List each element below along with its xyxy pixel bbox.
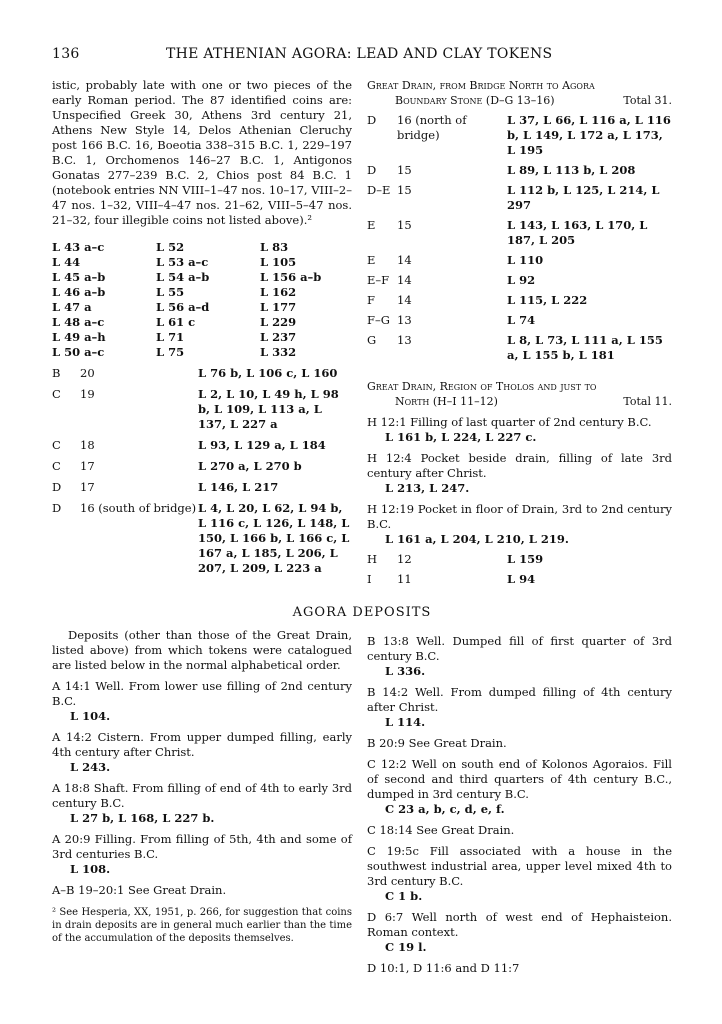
token-refs: L 76 b, L 106 c, L 160 bbox=[198, 366, 338, 380]
deposit-entries-right bbox=[367, 634, 672, 976]
grid-square-letter: D bbox=[52, 480, 62, 494]
heading-total: Total 31. bbox=[623, 94, 672, 107]
token-cell: L 61 c bbox=[156, 315, 196, 329]
deposit-entry bbox=[367, 451, 672, 496]
deposit-refs: C 1 b. bbox=[385, 889, 423, 903]
token-cell: L 332 bbox=[260, 345, 297, 359]
grid-square-number: 15 bbox=[397, 183, 412, 197]
heading2-line-1: Great Drain, Region of Tholos and just to bbox=[367, 380, 597, 393]
token-refs: L 74 bbox=[507, 313, 536, 327]
token-refs: L 4, L 20, L 62, L 94 b, L 116 c, L 126, L 148, L 150, L 166 b, L 166 c, L 167 a, L 185, L 206, L 207, L 209, L 223 a bbox=[198, 501, 350, 575]
lower-columns bbox=[52, 628, 672, 976]
grid-square-letter: E–F bbox=[367, 273, 390, 287]
grid-square-letter: H bbox=[367, 552, 378, 566]
grid-row bbox=[52, 438, 352, 453]
token-refs: L 94 bbox=[507, 572, 536, 586]
grid-square-number: 13 bbox=[397, 333, 412, 347]
deposit-entry bbox=[52, 832, 352, 877]
deposit-refs: L 114. bbox=[385, 715, 426, 729]
token-refs: L 92 bbox=[507, 273, 536, 287]
token-cell: L 47 a bbox=[52, 300, 92, 314]
deposit-refs: L 108. bbox=[70, 862, 111, 876]
grid-row bbox=[52, 387, 352, 432]
deposit-refs: L 213, L 247. bbox=[385, 481, 470, 495]
grid-square-number: 14 bbox=[397, 293, 412, 307]
deposit-entry bbox=[367, 823, 672, 838]
deposit-refs: L 243. bbox=[70, 760, 111, 774]
grid-square-letter: B bbox=[52, 366, 61, 380]
grid-square-number: 14 bbox=[397, 273, 412, 287]
grid-square-number: 18 bbox=[80, 438, 95, 452]
deposit-entries-left bbox=[52, 679, 352, 898]
deposit-entry bbox=[52, 883, 352, 898]
grid-row bbox=[52, 366, 352, 381]
token-cell: L 71 bbox=[156, 330, 185, 344]
deposit-description: D 10:1, D 11:6 and D 11:7 bbox=[367, 961, 520, 975]
token-cell: L 44 bbox=[52, 255, 81, 269]
deposit-description: C 18:14 See Great Drain. bbox=[367, 823, 515, 837]
coin-summary-paragraph: istic, probably late with one or two pieces of the early Roman period. The 87 identified coins are: Unspecified Greek 30, Athens 3rd century 21, Athens New Style 14, Delos Athenian Cleruchy post 166 B.C. 16, Boeotia 338–315 B.C. 1, 229–197 B.C. 1, Orchomenos 146–27 B.C. 1, Antigonos Gonatas 277–239 B.C. 2, Chios post 84 B.C. 1 (notebook entries NN VIII–1–47 nos. 10–17, VIII–2–47 nos. 1–32, VIII–4–47 nos. 21–62, VIII–5–47 nos. 21–32, four illegible coins not listed above).² bbox=[52, 78, 352, 227]
token-cell: L 105 bbox=[260, 255, 297, 269]
token-refs: L 159 bbox=[507, 552, 544, 566]
deposit-description: H 12:4 Pocket beside drain, filling of late 3rd century after Christ. bbox=[367, 451, 672, 480]
token-cell: L 83 bbox=[260, 240, 289, 254]
grid-square-number: 16 (south of bridge) bbox=[80, 501, 197, 515]
token-cell: L 237 bbox=[260, 330, 297, 344]
right-column bbox=[367, 78, 672, 587]
deposit-description: C 12:2 Well on south end of Kolonos Agoraios. Fill of second and third quarters of 4th century B.C., dumped in 3rd century B.C. bbox=[367, 757, 672, 801]
grid-square-letter: C bbox=[52, 387, 61, 401]
token-cell: L 50 a–c bbox=[52, 345, 105, 359]
token-grid bbox=[52, 240, 352, 360]
footnote: ² See Hesperia, XX, 1951, p. 266, for suggestion that coins in drain deposits are in general much earlier than the time of the accumulation of the deposits themselves. bbox=[52, 907, 352, 944]
deposit-entry bbox=[367, 736, 672, 751]
token-cell: L 162 bbox=[260, 285, 297, 299]
grid-square-letter: D bbox=[367, 113, 377, 127]
tholos-entries bbox=[367, 415, 672, 547]
grid-square-letter: D bbox=[367, 163, 377, 177]
token-refs: L 89, L 113 b, L 208 bbox=[507, 163, 636, 177]
grid-square-letter: G bbox=[367, 333, 377, 347]
deposit-entry bbox=[367, 634, 672, 679]
grid-row bbox=[52, 459, 352, 474]
upper-columns bbox=[52, 78, 672, 587]
deposit-description: A 20:9 Filling. From filling of 5th, 4th and some of 3rd centuries B.C. bbox=[52, 832, 352, 861]
deposit-description: A 18:8 Shaft. From filling of end of 4th to early 3rd century B.C. bbox=[52, 781, 352, 810]
grid-row bbox=[367, 333, 672, 363]
deposit-description: A–B 19–20:1 See Great Drain. bbox=[52, 883, 227, 897]
grid-square-number: 11 bbox=[397, 572, 412, 586]
token-cell: L 49 a–h bbox=[52, 330, 106, 344]
token-cell: L 45 a–b bbox=[52, 270, 106, 284]
grid-square-letter: I bbox=[367, 572, 372, 586]
grid-square-letter: D–E bbox=[367, 183, 391, 197]
deposit-refs: L 161 b, L 224, L 227 c. bbox=[385, 430, 537, 444]
deposit-description: A 14:1 Well. From lower use filling of 2nd century B.C. bbox=[52, 679, 352, 708]
token-cell: L 229 bbox=[260, 315, 297, 329]
grid-row bbox=[367, 218, 672, 248]
grid-row bbox=[367, 313, 672, 328]
token-cell: L 43 a–c bbox=[52, 240, 105, 254]
grid-row bbox=[367, 552, 672, 567]
token-cell: L 48 a–c bbox=[52, 315, 105, 329]
deposit-entry bbox=[367, 844, 672, 904]
grid-square-number: 14 bbox=[397, 253, 412, 267]
deposit-refs: C 23 a, b, c, d, e, f. bbox=[385, 802, 505, 816]
token-refs: L 112 b, L 125, L 214, L 297 bbox=[507, 183, 660, 212]
token-refs: L 143, L 163, L 170, L 187, L 205 bbox=[507, 218, 648, 247]
grid-square-number: 17 bbox=[80, 459, 95, 473]
deposit-description: H 12:19 Pocket in floor of Drain, 3rd to 2nd century B.C. bbox=[367, 502, 672, 531]
grid-square-number: 15 bbox=[397, 218, 412, 232]
deposit-refs: L 161 a, L 204, L 210, L 219. bbox=[385, 532, 569, 546]
token-cell: L 46 a–b bbox=[52, 285, 106, 299]
grid-square-number: 12 bbox=[397, 552, 412, 566]
deposit-description: H 12:1 Filling of last quarter of 2nd century B.C. bbox=[367, 415, 652, 429]
token-refs: L 2, L 10, L 49 h, L 98 b, L 109, L 113 a, L 137, L 227 a bbox=[198, 387, 339, 431]
token-refs: L 8, L 73, L 111 a, L 155 a, L 155 b, L 181 bbox=[507, 333, 663, 362]
token-cell: L 156 a–b bbox=[260, 270, 322, 284]
deposit-description: B 20:9 See Great Drain. bbox=[367, 736, 507, 750]
token-refs: L 37, L 66, L 116 a, L 116 b, L 149, L 172 a, L 173, L 195 bbox=[507, 113, 671, 157]
deposit-refs: C 19 l. bbox=[385, 940, 427, 954]
heading-line-2: Boundary Stone (D–G 13–16) bbox=[395, 94, 555, 107]
page-header bbox=[52, 46, 672, 68]
deposits-intro: Deposits (other than those of the Great Drain, listed above) from which tokens were catalogued are listed below in the normal alphabetical order. bbox=[52, 628, 352, 672]
tholos-rows bbox=[367, 552, 672, 587]
lower-right-column bbox=[367, 628, 672, 976]
grid-row bbox=[367, 253, 672, 268]
token-cell: L 54 a–b bbox=[156, 270, 210, 284]
deposit-entry bbox=[367, 685, 672, 730]
section-heading-tholos bbox=[367, 379, 672, 409]
section-heading-bridge-north bbox=[367, 78, 672, 108]
left-column bbox=[52, 78, 352, 587]
deposit-entry bbox=[52, 679, 352, 724]
deposit-description: B 14:2 Well. From dumped filling of 4th century after Christ. bbox=[367, 685, 672, 714]
grid-square-letter: E bbox=[367, 218, 376, 232]
grid-square-number: 20 bbox=[80, 366, 95, 380]
deposit-entry bbox=[367, 961, 672, 976]
deposit-entry bbox=[367, 502, 672, 547]
grid-square-letter: E bbox=[367, 253, 376, 267]
drain-rows-north bbox=[367, 113, 672, 363]
heading2-line-2-row bbox=[367, 394, 672, 409]
grid-row bbox=[367, 183, 672, 213]
heading-line-2-row bbox=[367, 93, 672, 108]
token-cell: L 56 a–d bbox=[156, 300, 210, 314]
grid-square-letter: C bbox=[52, 438, 61, 452]
deposit-entry bbox=[367, 415, 672, 445]
deposit-refs: L 27 b, L 168, L 227 b. bbox=[70, 811, 215, 825]
token-cell: L 53 a–c bbox=[156, 255, 209, 269]
token-refs: L 93, L 129 a, L 184 bbox=[198, 438, 326, 452]
grid-square-number: 15 bbox=[397, 163, 412, 177]
heading2-total: Total 11. bbox=[623, 395, 672, 408]
grid-row bbox=[367, 273, 672, 288]
page bbox=[52, 46, 672, 976]
grid-square-number: 16 (north of bridge) bbox=[397, 113, 467, 142]
grid-square-letter: C bbox=[52, 459, 61, 473]
deposit-entry bbox=[367, 757, 672, 817]
agora-deposits-heading: AGORA DEPOSITS bbox=[292, 605, 432, 620]
running-title: THE ATHENIAN AGORA: LEAD AND CLAY TOKENS bbox=[166, 46, 553, 62]
token-refs: L 146, L 217 bbox=[198, 480, 279, 494]
token-cell: L 52 bbox=[156, 240, 185, 254]
deposit-refs: L 104. bbox=[70, 709, 111, 723]
deposit-entry bbox=[52, 781, 352, 826]
deposit-description: C 19:5c Fill associated with a house in the southwest industrial area, upper level mixed 4th to 3rd century B.C. bbox=[367, 844, 672, 888]
token-refs: L 110 bbox=[507, 253, 544, 267]
heading-line-1: Great Drain, from Bridge North to Agora bbox=[367, 79, 595, 92]
token-cell: L 75 bbox=[156, 345, 185, 359]
grid-square-letter: D bbox=[52, 501, 62, 515]
deposit-description: B 13:8 Well. Dumped fill of first quarter of 3rd century B.C. bbox=[367, 634, 672, 663]
grid-square-number: 13 bbox=[397, 313, 412, 327]
heading2-line-2: North (H–I 11–12) bbox=[395, 395, 498, 408]
deposit-entry bbox=[367, 910, 672, 955]
page-number: 136 bbox=[52, 46, 80, 62]
drain-rows-south bbox=[52, 366, 352, 576]
grid-row bbox=[367, 113, 672, 158]
token-cell: L 55 bbox=[156, 285, 185, 299]
grid-square-letter: F–G bbox=[367, 313, 390, 327]
grid-square-number: 17 bbox=[80, 480, 95, 494]
grid-row bbox=[367, 163, 672, 178]
grid-square-letter: F bbox=[367, 293, 375, 307]
deposit-entry bbox=[52, 730, 352, 775]
grid-row bbox=[52, 501, 352, 576]
token-refs: L 270 a, L 270 b bbox=[198, 459, 302, 473]
deposit-description: A 14:2 Cistern. From upper dumped filling, early 4th century after Christ. bbox=[52, 730, 352, 759]
grid-row bbox=[367, 293, 672, 308]
grid-row bbox=[367, 572, 672, 587]
deposit-description: D 6:7 Well north of west end of Hephaisteion. Roman context. bbox=[367, 910, 672, 939]
token-refs: L 115, L 222 bbox=[507, 293, 588, 307]
grid-square-number: 19 bbox=[80, 387, 95, 401]
grid-row bbox=[52, 480, 352, 495]
deposit-refs: L 336. bbox=[385, 664, 426, 678]
token-cell: L 177 bbox=[260, 300, 297, 314]
lower-left-column bbox=[52, 628, 352, 976]
